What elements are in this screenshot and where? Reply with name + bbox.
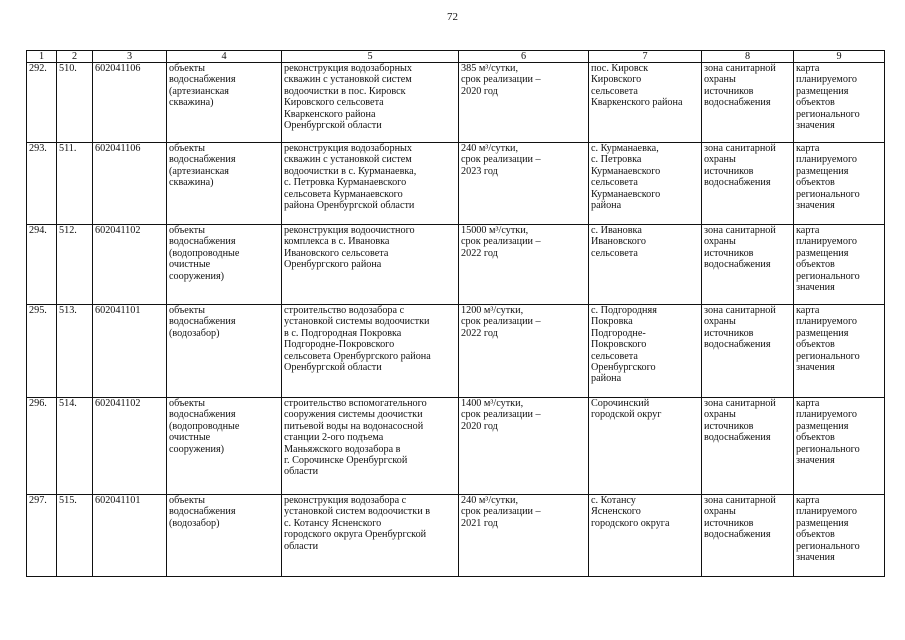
zone-cell: зона санитарной охраны источников водоснабжения <box>702 63 794 143</box>
location-cell: пос. Кировск Кировского сельсовета Кваркенского района <box>589 63 702 143</box>
table-row <box>27 225 885 305</box>
object-id-cell: 602041102 <box>93 225 167 305</box>
capacity-cell: 385 м³/сутки, срок реализации – 2020 год <box>459 63 589 143</box>
row-number-cell: 295. <box>27 305 57 398</box>
object-type-cell: объекты водоснабжения (водозабор) <box>167 305 282 398</box>
location-cell: с. Курманаевка, с. Петровка Курманаевского сельсовета Курманаевского района <box>589 143 702 225</box>
column-header: 7 <box>589 51 702 63</box>
column-header: 1 <box>27 51 57 63</box>
location-cell: с. Ивановка Ивановского сельсовета <box>589 225 702 305</box>
row-code-cell: 512. <box>57 225 93 305</box>
map-cell: карта планируемого размещения объектов регионального значения <box>794 225 885 305</box>
row-code-cell: 514. <box>57 398 93 495</box>
row-code-cell: 513. <box>57 305 93 398</box>
table-row <box>27 143 885 225</box>
description-cell: строительство водозабора с установкой системы водоочистки в с. Подгородная Покровка Подгородне-Покровского сельсовета Оренбургского района Оренбургской области <box>282 305 459 398</box>
zone-cell: зона санитарной охраны источников водоснабжения <box>702 143 794 225</box>
map-cell: карта планируемого размещения объектов регионального значения <box>794 398 885 495</box>
page-number: 72 <box>447 11 458 23</box>
row-code-cell: 515. <box>57 495 93 577</box>
objects-table <box>26 50 885 577</box>
location-cell: с. Котансу Ясненского городского округа <box>589 495 702 577</box>
object-type-cell: объекты водоснабжения (артезианская скважина) <box>167 143 282 225</box>
row-number-cell: 294. <box>27 225 57 305</box>
zone-cell: зона санитарной охраны источников водоснабжения <box>702 305 794 398</box>
zone-cell: зона санитарной охраны источников водоснабжения <box>702 495 794 577</box>
description-cell: реконструкция водозаборных скважин с установкой систем водоочистки в с. Курманаевка, с. Петровка Курманаевского сельсовета Курманаевского района Оренбургской области <box>282 143 459 225</box>
map-cell: карта планируемого размещения объектов регионального значения <box>794 143 885 225</box>
column-header: 4 <box>167 51 282 63</box>
capacity-cell: 240 м³/сутки, срок реализации – 2021 год <box>459 495 589 577</box>
table-row <box>27 398 885 495</box>
zone-cell: зона санитарной охраны источников водоснабжения <box>702 225 794 305</box>
description-cell: реконструкция водозабора с установкой систем водоочистки в с. Котансу Ясненского городского округа Оренбургской области <box>282 495 459 577</box>
row-number-cell: 297. <box>27 495 57 577</box>
object-type-cell: объекты водоснабжения (артезианская скважина) <box>167 63 282 143</box>
row-code-cell: 511. <box>57 143 93 225</box>
object-id-cell: 602041106 <box>93 143 167 225</box>
column-header: 3 <box>93 51 167 63</box>
object-type-cell: объекты водоснабжения (водопроводные очистные сооружения) <box>167 225 282 305</box>
description-cell: реконструкция водозаборных скважин с установкой систем водоочистки в пос. Кировск Кировского сельсовета Кваркенского района Оренбургской области <box>282 63 459 143</box>
row-number-cell: 293. <box>27 143 57 225</box>
table-row <box>27 495 885 577</box>
column-header: 2 <box>57 51 93 63</box>
capacity-cell: 1200 м³/сутки, срок реализации – 2022 год <box>459 305 589 398</box>
location-cell: Сорочинский городской округ <box>589 398 702 495</box>
map-cell: карта планируемого размещения объектов регионального значения <box>794 63 885 143</box>
object-type-cell: объекты водоснабжения (водопроводные очистные сооружения) <box>167 398 282 495</box>
location-cell: с. Подгородняя Покровка Подгородне- Покровского сельсовета Оренбургского района <box>589 305 702 398</box>
map-cell: карта планируемого размещения объектов регионального значения <box>794 495 885 577</box>
capacity-cell: 240 м³/сутки, срок реализации – 2023 год <box>459 143 589 225</box>
zone-cell: зона санитарной охраны источников водоснабжения <box>702 398 794 495</box>
object-id-cell: 602041101 <box>93 305 167 398</box>
column-header: 9 <box>794 51 885 63</box>
description-cell: строительство вспомогательного сооружения системы доочистки питьевой воды на водонасосной станции 2-ого подъема Маньяжского водозабора в г. Сорочинске Оренбургской области <box>282 398 459 495</box>
capacity-cell: 15000 м³/сутки, срок реализации – 2022 год <box>459 225 589 305</box>
object-id-cell: 602041101 <box>93 495 167 577</box>
map-cell: карта планируемого размещения объектов регионального значения <box>794 305 885 398</box>
description-cell: реконструкция водоочистного комплекса в с. Ивановка Ивановского сельсовета Оренбургского района <box>282 225 459 305</box>
column-header: 5 <box>282 51 459 63</box>
column-header: 6 <box>459 51 589 63</box>
row-code-cell: 510. <box>57 63 93 143</box>
table-row <box>27 305 885 398</box>
object-id-cell: 602041106 <box>93 63 167 143</box>
row-number-cell: 292. <box>27 63 57 143</box>
object-id-cell: 602041102 <box>93 398 167 495</box>
column-header: 8 <box>702 51 794 63</box>
table-row <box>27 63 885 143</box>
capacity-cell: 1400 м³/сутки, срок реализации – 2020 год <box>459 398 589 495</box>
table-header-row <box>27 51 885 63</box>
object-type-cell: объекты водоснабжения (водозабор) <box>167 495 282 577</box>
row-number-cell: 296. <box>27 398 57 495</box>
